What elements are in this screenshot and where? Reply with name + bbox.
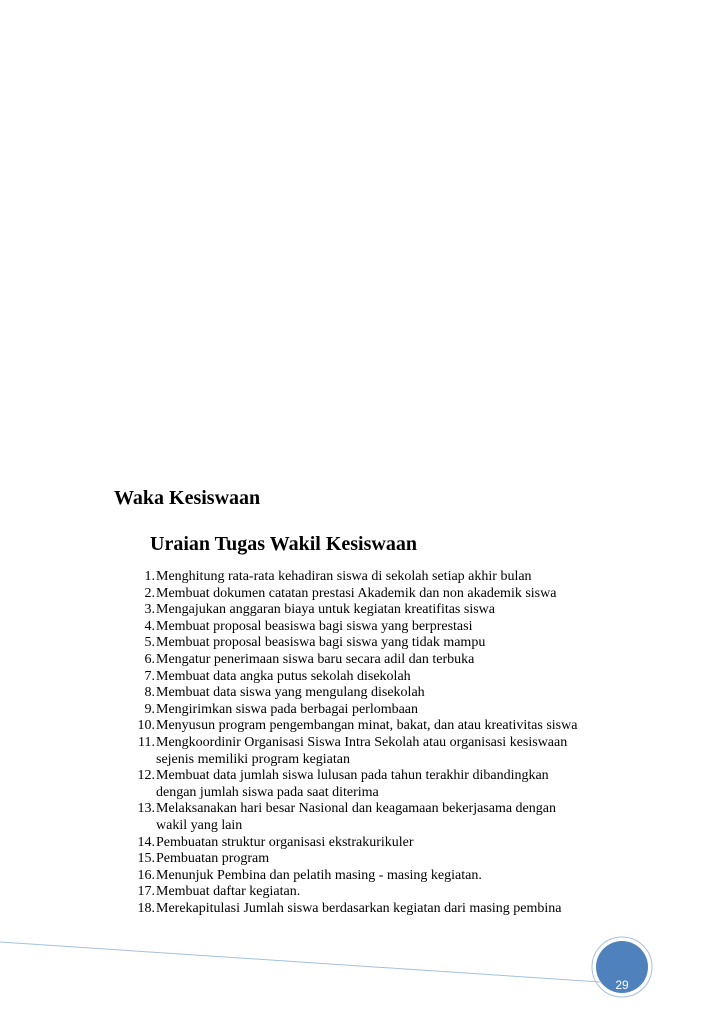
list-item-line: Membuat data jumlah siswa lulusan pada tahun terakhir dibandingkan (156, 768, 549, 784)
list-item-line: Pembuatan struktur organisasi ekstrakurikuler (156, 834, 414, 850)
list-item-number: 1. (144, 569, 155, 584)
list-item (114, 619, 614, 636)
list-item-number: 12. (137, 768, 155, 784)
list-item-line: Membuat data siswa yang mengulang disekolah (156, 685, 425, 701)
list-item-line: Melaksanakan hari besar Nasional dan keagamaan bekerjasama dengan (156, 801, 556, 817)
list-item-number: 14. (137, 834, 155, 850)
task-list (114, 569, 614, 917)
list-item-line: Membuat data angka putus sekolah disekolah (156, 668, 411, 684)
list-item (114, 669, 614, 686)
list-item-number: 9. (144, 701, 155, 717)
list-item-number: 4. (144, 618, 155, 634)
list-item (114, 702, 614, 719)
list-item-text (156, 652, 614, 669)
list-item-line: sejenis memiliki program kegiatan (156, 751, 351, 767)
list-item-text (156, 685, 614, 702)
list-item (114, 901, 614, 918)
list-item-text (156, 718, 614, 735)
list-item-number: 10. (137, 718, 155, 734)
list-item (114, 768, 614, 801)
list-item-line: Mengatur penerimaan siswa baru secara adil dan terbuka (156, 651, 475, 667)
list-item-text (156, 635, 614, 652)
list-item-text (156, 569, 614, 586)
list-item-line: dengan jumlah siswa pada saat diterima (156, 784, 379, 800)
list-item-line: Membuat dokumen catatan prestasi Akademik dan non akademik siswa (156, 585, 557, 601)
list-item-text (156, 868, 614, 885)
list-item-text (156, 602, 614, 619)
list-item-line: Mengajukan anggaran biaya untuk kegiatan kreatifitas siswa (156, 602, 495, 618)
list-item-number: 3. (144, 602, 155, 618)
list-item-number: 17. (137, 884, 155, 900)
list-item-number: 6. (144, 651, 155, 667)
list-item-line: Membuat proposal beasiswa bagi siswa yang berprestasi (156, 618, 473, 634)
list-item-text (156, 669, 614, 686)
list-item (114, 851, 614, 868)
list-item-line: Menunjuk Pembina dan pelatih masing - masing kegiatan. (156, 867, 482, 883)
list-item-line: Menghitung rata-rata kehadiran siswa di sekolah setiap akhir bulan (156, 569, 532, 584)
list-item (114, 586, 614, 603)
list-item (114, 868, 614, 885)
section-subtitle: Uraian Tugas Wakil Kesiswaan (150, 533, 417, 555)
list-item (114, 602, 614, 619)
list-item-line: Merekapitulasi Jumlah siswa berdasarkan kegiatan dari masing pembina (156, 900, 562, 916)
list-item-text (156, 801, 614, 834)
list-item-number: 7. (144, 668, 155, 684)
list-item-line: Mengkoordinir Organisasi Siswa Intra Sekolah atau organisasi kesiswaan (156, 734, 568, 750)
section-title: Waka Kesiswaan (114, 487, 261, 509)
list-item-number: 11. (138, 734, 155, 750)
list-item (114, 801, 614, 834)
list-item (114, 569, 614, 586)
list-item (114, 718, 614, 735)
list-item-number: 8. (144, 685, 155, 701)
list-item-text (156, 735, 614, 768)
list-item-number: 5. (144, 635, 155, 651)
list-item-number: 18. (137, 900, 155, 916)
list-item-text (156, 851, 614, 868)
list-item (114, 835, 614, 852)
list-item-number: 16. (137, 867, 155, 883)
list-item-text (156, 768, 614, 801)
list-item-line: Mengirimkan siswa pada berbagai perlombaan (156, 701, 419, 717)
list-item-line: Membuat daftar kegiatan. (156, 884, 301, 900)
list-item-text (156, 835, 614, 852)
list-item (114, 735, 614, 768)
list-item-line: Pembuatan program (156, 851, 270, 867)
list-item-number: 13. (137, 801, 155, 817)
list-item-text (156, 901, 614, 918)
list-item-number: 15. (137, 851, 155, 867)
list-item-text (156, 702, 614, 719)
list-item (114, 884, 614, 901)
list-item-line: wakil yang lain (156, 817, 243, 833)
list-item-text (156, 619, 614, 636)
list-item-text (156, 586, 614, 603)
list-item-line: Membuat proposal beasiswa bagi siswa yang tidak mampu (156, 635, 486, 651)
page-number: 29 (615, 978, 629, 992)
list-item-number: 2. (144, 585, 155, 601)
list-item (114, 685, 614, 702)
list-item-text (156, 884, 614, 901)
list-item (114, 635, 614, 652)
list-item (114, 652, 614, 669)
list-item-line: Menyusun program pengembangan minat, bakat, dan atau kreativitas siswa (156, 718, 578, 734)
